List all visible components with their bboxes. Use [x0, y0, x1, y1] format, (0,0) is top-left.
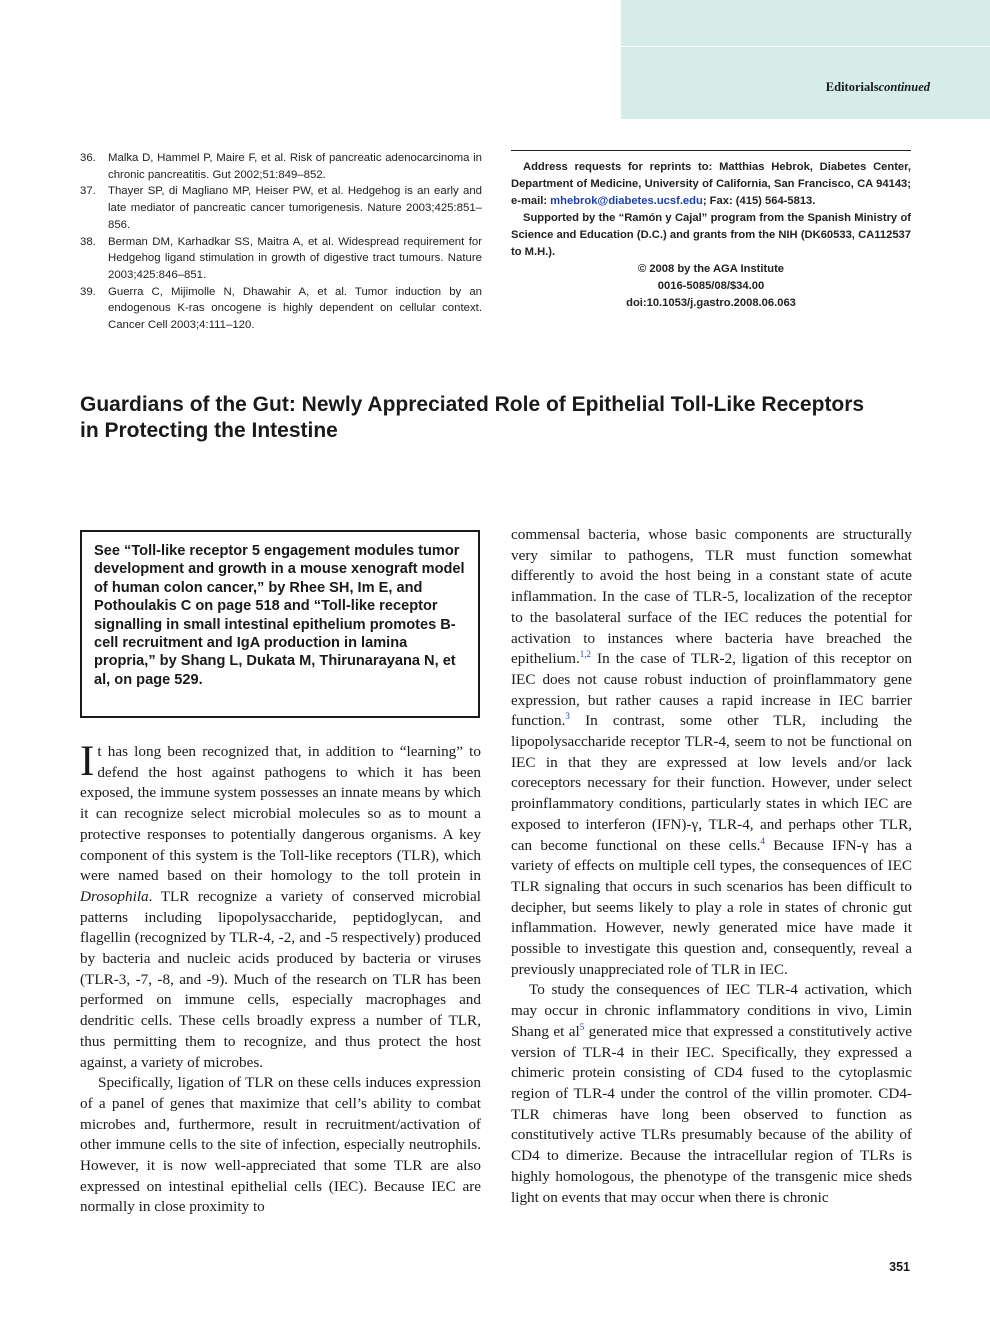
article-title: Guardians of the Gut: Newly Appreciated Role of Epithelial Toll-Like Receptors in Protecting the Intestine — [80, 393, 865, 442]
doi-line[interactable]: doi:10.1053/j.gastro.2008.06.063 — [626, 297, 796, 309]
body-column-right — [511, 525, 912, 1208]
body-paragraph: Specifically, ligation of TLR on these cells induces expression of a panel of genes that maximize that cell’s ability to combat microbes and, furthermore, result in recruitment/activation of other immune cells to the site of infection, especially neutrophils. However, it is now well-appreciated that some TLR are also expressed on intestinal epithelial cells (IEC). Because IEC are normally in close proximity to — [80, 1074, 481, 1216]
body-paragraph: To study the consequences of IEC TLR-4 activation, which may occur in chronic inflammatory conditions in vivo, Limin Shang et $al^5$ generated mice that expressed a constitutively active version of TLR-4 in their IEC. Specifically, they expressed a chimeric protein consisting of CD4 fused to the cytoplasmic region of TLR-4 under the control of the villin promoter. CD4-TLR chimeras have long been observed to function as constitutively active TLRs presumably because of the ability of CD4 to dimerize. Because the intracellular region of TLRs is highly homologous, the phenotype of the transgenic mice sheds light on events that may occur when there is chronic — [511, 981, 913, 1206]
body-paragraph: It has long been recognized that, in addition to “learning” to defend the host against pathogens to which it has been exposed, the immune system possesses an innate means by which it can recognize select microbial molecules so as to mount a protective responses to potentially dangerous organisms. A key component of this system is the Toll-like receptors (TLR), which were named based on their homology to the toll protein in Drosophila. TLR recognize a variety of conserved microbial patterns including lipopolysaccharide, peptidoglycan, and flagellin (recognized by TLR-4, -2, and -5 respectively) produced by bacteria and nucleic acids produced by bacteria or viruses (TLR-3, -7, -8, and -9). Much of the research on TLR has been performed on immune cells, especially macrophages and dendritic cells. These cells broadly express a number of TLR, thus permitting them to recognize, and thus protect the host against, a variety of microbes. — [80, 738, 481, 1071]
citation-link[interactable]: 4 — [760, 835, 765, 846]
header-band-divider — [621, 46, 990, 47]
drop-cap: I — [80, 738, 95, 785]
issn-line: 0016-5085/08/$34.00 — [657, 280, 765, 292]
funding-statement: Supported by the “Ramón y Cajal” program from the Spanish Ministry of Science and Education (D.C.) and grants from the NIH (DK60533, CA112537 to M.H.). — [511, 212, 911, 258]
reference-item: 37. Thayer SP, di Magliano MP, Heiser PW, et al. Hedgehog is an early and late mediator of pancreatic cancer tumorigenesis. Nature 2003;425:851–856. — [80, 185, 482, 231]
page-number: 351 — [889, 1260, 910, 1274]
see-also-box: See “Toll-like receptor 5 engagement modules tumor development and growth in a mouse xenograft model of human colon cancer,” by Rhee SH, Im E, and Pothoulakis C on page 518 and “Toll-like receptor signalling in small intestinal epithelium promotes B-cell recruitment and IgA production in lamina propria,” by Shang L, Dukata M, Thirunarayana N, et al, on page 529. — [80, 530, 480, 718]
correspondence-block — [511, 150, 911, 312]
reference-item: 39. Guerra C, Mijimolle N, Dhawahir A, et al. Tumor induction by an endogenous K-ras oncogene is highly dependent on cellular context. Cancer Cell 2003;4:111–120. — [80, 285, 482, 332]
reference-item: 36. Malka D, Hammel P, Maire F, et al. Risk of pancreatic adenocarcinoma in chronic pancreatitis. Gut 2002;51:849–852. — [80, 152, 482, 181]
email-link[interactable]: mhebrok@diabetes.ucsf.edu — [550, 195, 703, 207]
citation-link[interactable]: 1,2 — [579, 649, 592, 660]
running-head: Editorialscontinued — [825, 80, 930, 94]
body-column-left — [80, 738, 481, 1218]
citation-link[interactable]: 5 — [579, 1021, 585, 1032]
reprint-address: Address requests for reprints to: Matthias Hebrok, Diabetes Center, Department of Medicine, University of California, San Francisco, CA 94143; e-mail: mhebrok@diabetes.ucsf.edu; Fax: (415) 564-5813. — [511, 161, 911, 207]
copyright-line: © 2008 by the AGA Institute — [637, 263, 785, 275]
header-band — [621, 0, 990, 119]
body-paragraph: commensal bacteria, whose basic components are structurally very similar to pathogens, TLR must function somewhat differently to avoid the host being in a constant state of acute inflammation. In the case of TLR-5, localization of the receptor to the basolateral surface of the IEC reduces the potential for activation to instances where bacteria have breached the epithelium.$^{1,2}$ In the case of TLR-2, ligation of this receptor on IEC does not cause robust induction of proinflammatory gene expression, but rather causes a rapid increase in IEC barrier function.$^3$ In contrast, some other TLR, including the lipopolysaccharide receptor TLR-4, seem to not be functional on IEC in that they are expressed at low levels and/or lack coreceptors necessary for their function. However, under select proinflammatory conditions, particularly states in which IEC are exposed to interferon (IFN)-γ, TLR-4, and perhaps other TLR, can become functional on these cells.$^4$ Because IFN-γ has a variety of effects on multiple cell types, the consequences of IEC TLR signaling that occurs in such scenarios has been difficult to decipher, but seems likely to play a role in states of chronic gut inflammation. However, newly generated mice have made it possible to investigate this question and, consequently, reveal a previously unappreciated role of TLR in IEC. — [511, 526, 912, 978]
reference-item: 38. Berman DM, Karhadkar SS, Maitra A, et al. Widespread requirement for Hedgehog ligand stimulation in growth of digestive tract tumours. Nature 2003;425:846–851. — [80, 235, 482, 281]
reference-list — [80, 150, 482, 334]
citation-link[interactable]: 3 — [565, 711, 570, 722]
